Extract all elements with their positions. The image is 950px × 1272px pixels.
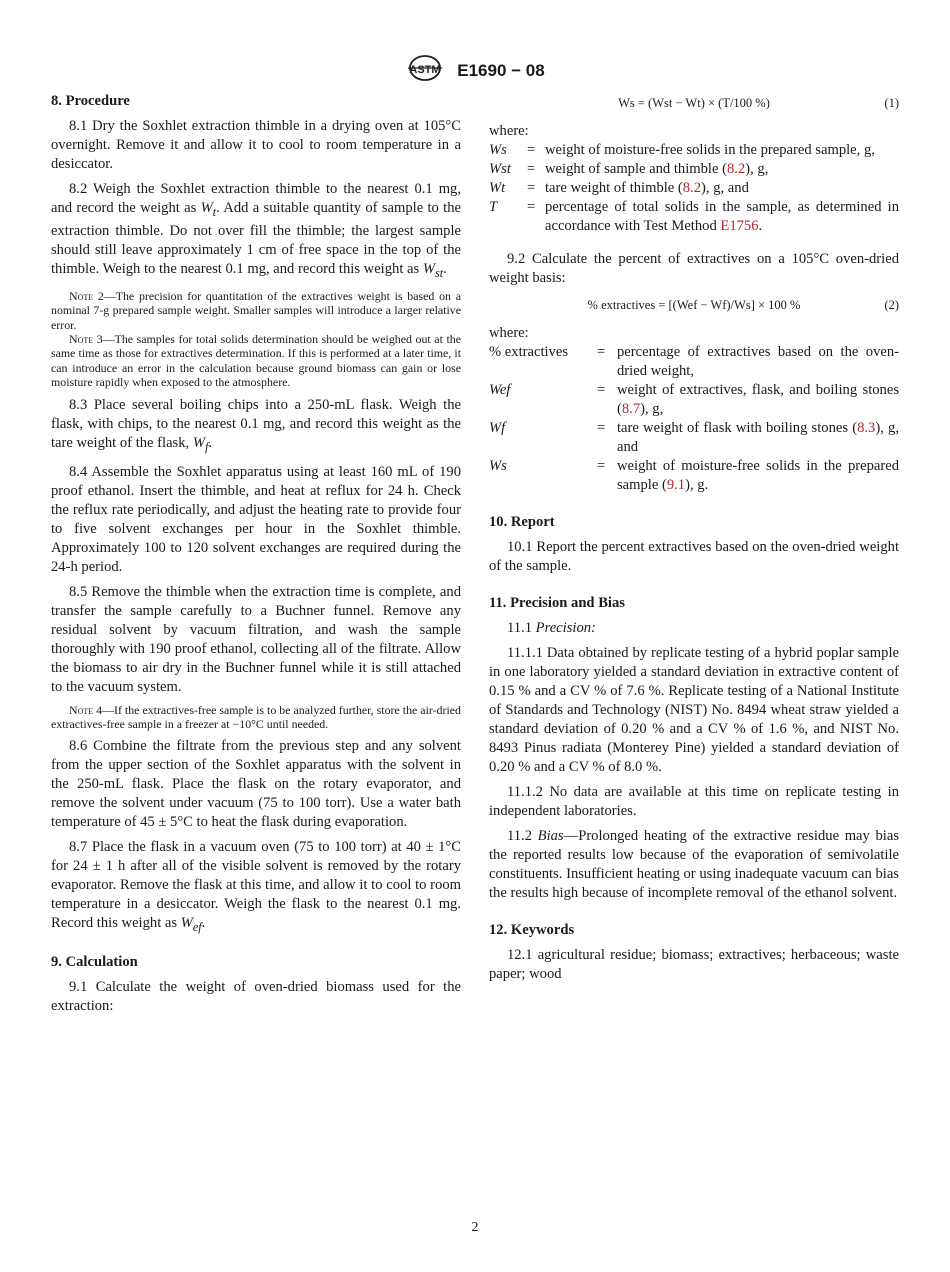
definition-symbol: Ws [489, 458, 507, 474]
equation-1-formula: Ws = (Wst − Wt) × (T/100 %) [618, 96, 770, 110]
para-11-1-1: 11.1.1 Data obtained by replicate testing of a hybrid poplar sample in one laboratory yielded a standard deviation in extractive content of 0.15 % and a CV % of 7.6 %. Replicate testing of a National Institute of Standards and Technology (NIST) No. 8494 wheat straw yielded a standard deviation of 0.20 % and a CV % of 1.6 %, and NIST No. 8493 Pinus radiata (Monterey Pine) yielded a standard deviation of 0.20 % and a CV % of 8.0 %. [489, 645, 899, 775]
section-ref-link[interactable]: 8.2 [726, 161, 746, 177]
definition-symbol: % extractives [489, 344, 569, 360]
section-ref-link[interactable]: 9.1 [666, 477, 686, 493]
definition-row [489, 141, 899, 160]
para-8-2: 8.2 Weigh the Soxhlet extraction thimble to the nearest 0.1 mg, and record the weight as $W_t$. Add a suitable quantity of sample to the extraction thimble. Do not over fill the thimble; the largest sample should still leave approximately 1 cm of free space in the top of the thimble. Weigh to the nearest 0.1 mg, and record this weight as $W_{st}$. [51, 181, 461, 280]
svg-text:ASTM: ASTM [409, 64, 441, 76]
para-8-6: 8.6 Combine the filtrate from the previous step and any solvent from the upper section of the Soxhlet apparatus with the solvent in the 250-mL flask. Place the flask on the rotary evaporator, and remove the solvent under vacuum (75 to 100 torr). Use a water bath temperature of 45 ± 5°C to heat the flask during evaporation. [51, 738, 461, 831]
definition-text: weight of extractives, flask, and boiling stones (8.7), g, [617, 382, 899, 417]
note-2: Note 2—The precision for quantitation of the extractives weight is based on a nominal 7-g prepared sample weight. Smaller samples will introduce a larger relative error. [51, 288, 461, 332]
definition-equals: = [527, 180, 536, 196]
para-9-1: 9.1 Calculate the weight of oven-dried biomass used for the extraction: [51, 979, 461, 1015]
para-8-1: 8.1 Dry the Soxhlet extraction thimble in a drying oven at 105°C overnight. Remove it and allow it to cool to room temperature in a desiccator. [51, 118, 461, 172]
definition-row [489, 457, 899, 495]
definition-text: tare weight of thimble (8.2), g, and [545, 180, 749, 196]
definition-row [489, 179, 899, 198]
definition-row [489, 160, 899, 179]
where-2: where: [489, 325, 529, 341]
definition-text: weight of moisture-free solids in the prepared sample, g, [545, 142, 875, 158]
definitions-1 [489, 141, 899, 236]
definition-symbol: T [489, 199, 498, 215]
definition-row [489, 198, 899, 236]
para-8-5: 8.5 Remove the thimble when the extraction time is complete, and transfer the sample carefully to a Buchner funnel. Remove any residual solvent by vacuum filtration, and wash the sample thoroughly with 190 proof ethanol, collecting all of the filtrate. Allow the biomass to air dry in the Buchner funnel while it is still attached to the vacuum system. [51, 583, 461, 695]
definition-row [489, 381, 899, 419]
note-4: Note 4—If the extractives-free sample is to be analyzed further, store the air-dried extractives-free sample in a freezer at −10°C until needed. [51, 702, 461, 731]
para-11-1: 11.1 Precision: [507, 620, 596, 636]
definition-row [489, 343, 899, 381]
note-3: Note 3—The samples for total solids determination should be weighed out at the same time as those for extractives determination. If this is performed at a later time, it can introduce an error in the calculation because ground biomass can gain or lose moisture rapidly when exposed to the atmosphere. [51, 332, 461, 390]
definition-equals: = [597, 458, 606, 474]
left-column [51, 92, 461, 1016]
definition-symbol: Wef [489, 382, 511, 398]
para-8-7: 8.7 Place the flask in a vacuum oven (75 to 100 torr) at 40 ± 1°C for 24 ± 1 h after all of the visible solvent is removed by the rotary evaporator. Remove the flask at this time, and allow it to cool to room temperature in a desiccator. Weigh the flask to the nearest 0.1 mg. Record this weight as $W_{ef}$. [51, 839, 461, 935]
definition-symbol: Wst [489, 161, 511, 177]
where-1: where: [489, 123, 529, 139]
definition-text: weight of moisture-free solids in the prepared sample (9.1), g. [617, 458, 899, 493]
standard-ref-link[interactable]: E1756 [720, 218, 759, 234]
definition-text: tare weight of flask with boiling stones (8.3), g, and [617, 420, 900, 455]
definition-equals: = [597, 344, 606, 360]
para-8-3: 8.3 Place several boiling chips into a 250-mL flask. Weigh the flask, with chips, to the nearest 0.1 mg, and record this weight as the tare weight of the flask, $W_f$. [51, 396, 461, 454]
definition-equals: = [527, 199, 536, 215]
definition-text: percentage of total solids in the sample, as determined in accordance with Test Method E1756. [545, 199, 899, 234]
definition-row [489, 419, 899, 457]
section-ref-link[interactable]: 8.7 [621, 401, 641, 417]
definition-symbol: Wf [489, 420, 506, 436]
page-number: 2 [471, 1220, 479, 1235]
para-9-2: 9.2 Calculate the percent of extractives on a 105°C oven-dried weight basis: [489, 251, 899, 286]
definition-equals: = [527, 142, 536, 158]
para-8-4: 8.4 Assemble the Soxhlet apparatus using at least 160 mL of 190 proof ethanol. Insert the thimble, and heat at reflux for 24 h. Check the reflux rate periodically, and adjust the heating rate to provide four to five solvent exchanges per hour in the Soxhlet thimble. Approximately 100 to 120 solvent exchanges are required during the 24-h period. [51, 463, 461, 575]
definition-text: percentage of extractives based on the oven-dried weight, [617, 344, 899, 379]
section-11-title: 11. Precision and Bias [489, 595, 625, 611]
astm-logo-icon [405, 54, 445, 87]
definition-text: weight of sample and thimble (8.2), g, [545, 161, 769, 177]
definition-equals: = [597, 382, 606, 398]
section-ref-link[interactable]: 8.2 [682, 180, 702, 196]
section-ref-link[interactable]: 8.3 [857, 420, 876, 436]
equation-2-number: (2) [884, 298, 899, 312]
para-11-1-2: 11.1.2 No data are available at this time on replicate testing in independent laboratories. [489, 784, 899, 819]
document-id: E1690 − 08 [457, 60, 545, 80]
para-10-1: 10.1 Report the percent extractives based on the oven-dried weight of the sample. [489, 539, 899, 574]
definition-equals: = [597, 420, 606, 436]
right-column [489, 92, 899, 984]
section-10-title: 10. Report [489, 514, 555, 530]
section-9-title: 9. Calculation [51, 954, 138, 971]
equation-2 [489, 294, 899, 316]
page-header [0, 54, 950, 87]
equation-2-formula: % extractives = [(Wef − Wf)/Ws] × 100 % [587, 298, 801, 312]
equation-1 [489, 92, 899, 114]
definition-equals: = [527, 161, 536, 177]
section-12-title: 12. Keywords [489, 922, 575, 938]
equation-1-number: (1) [884, 96, 899, 110]
para-11-2: 11.2 Bias—Prolonged heating of the extractive residue may bias the reported results low because of the evaporation of semivolatile constituents. Insufficient heating or using inadequate vacuum can bias the results high because of incomplete removal of the ethanol solvent. [489, 828, 899, 901]
definitions-2 [489, 343, 899, 495]
definition-symbol: Wt [489, 180, 506, 196]
para-12-1: 12.1 agricultural residue; biomass; extractives; herbaceous; waste paper; wood [489, 947, 899, 982]
section-8-title: 8. Procedure [51, 93, 130, 109]
definition-symbol: Ws [489, 142, 507, 158]
